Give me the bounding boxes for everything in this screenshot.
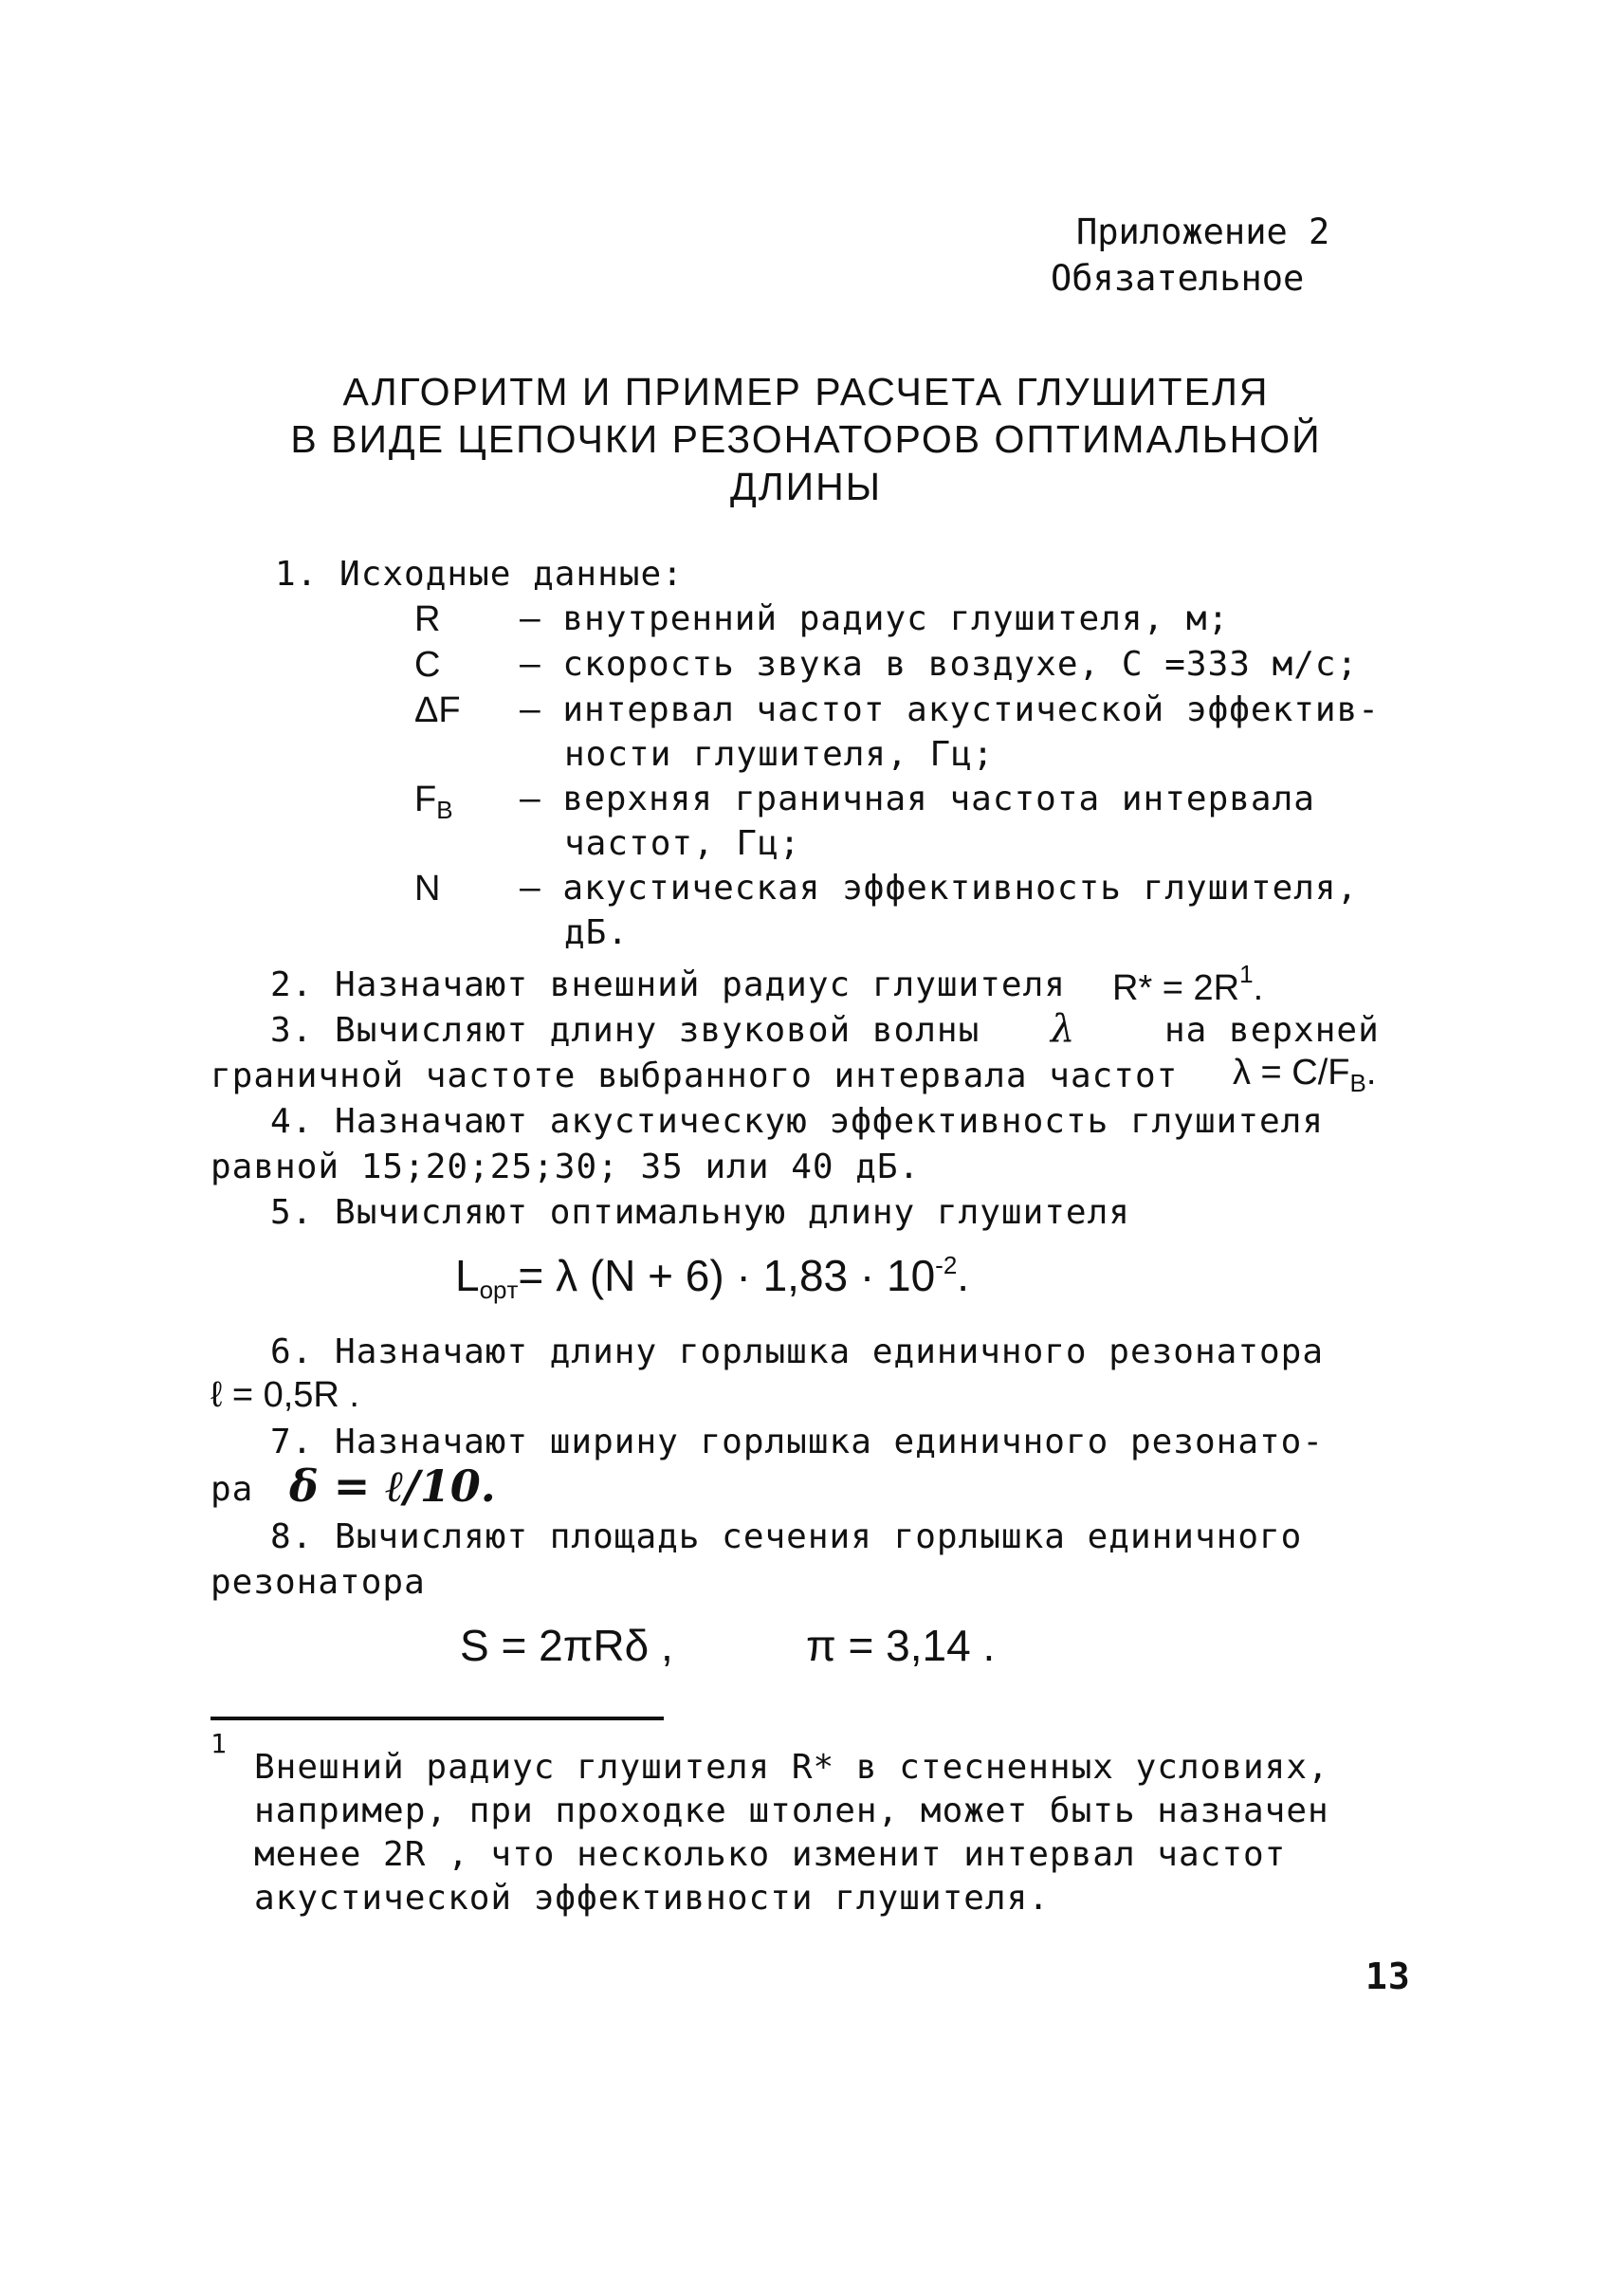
def-text-delta-f-cont: ности глушителя, Гц; (564, 735, 995, 774)
def-text-delta-f: – интервал частот акустической эффектив- (520, 690, 1380, 729)
step7-line-1: 7. Назначают ширину горлышка единичного резонато- (270, 1423, 1325, 1461)
step5-line-1: 5. Вычисляют оптимальную длину глушителя (270, 1193, 1130, 1232)
def-text-n-cont: дБ. (564, 913, 630, 952)
step8-line-1: 8. Вычисляют площадь сечения горлышка единичного (270, 1517, 1303, 1556)
def-symbol-r: R (414, 599, 441, 639)
footnote-mark: 1 (211, 1728, 228, 1759)
def-text-c: – скорость звука в воздухе, C =333 м/с; (520, 645, 1359, 684)
footnote-line-1: Внешний радиус глушителя R* в стесненных условиях, (254, 1748, 1329, 1787)
footnote-line-4: акустической эффективности глушителя. (254, 1879, 1050, 1918)
step6-line-1: 6. Назначают длину горлышка единичного резонатора (270, 1332, 1325, 1371)
step7-line-2: ра (211, 1470, 254, 1509)
footnote-divider (211, 1717, 664, 1720)
step5-formula: $L_{opт}= \lambda$ $(N + 6) \cdot 1,83 \cdot 10^{-2}$. (455, 1251, 970, 1304)
step6-formula: ℓ = 0,5R . (211, 1375, 359, 1415)
def-symbol-c: C (414, 645, 441, 685)
step2-text: 2. Назначают внешний радиус глушителя (270, 965, 1066, 1004)
step8-formula-pi: π = 3,14 . (806, 1621, 996, 1670)
def-text-fb-cont: частот, Гц; (564, 824, 801, 863)
step8-formula-area: S = 2πRδ , (460, 1621, 673, 1670)
appendix-label: Приложение 2 (1076, 211, 1330, 252)
step4-line-2: равной 15;20;25;30; 35 или 40 дБ. (211, 1148, 921, 1186)
step3-line-1: 3. Вычисляют длину звуковой волны (270, 1011, 980, 1050)
step3-formula: $\lambda = C/F_B$. (1233, 1053, 1377, 1097)
def-symbol-fb: $F_B$ (414, 780, 453, 824)
title-line-1: АЛГОРИТМ И ПРИМЕР РАСЧЕТА ГЛУШИТЕЛЯ (342, 370, 1270, 413)
step3-line-2: граничной частоте выбранного интервала частот (211, 1056, 1179, 1095)
def-text-r: – внутренний радиус глушителя, м; (520, 599, 1230, 638)
step2-formula: $R* = 2R^1$. (1112, 960, 1264, 1008)
page-number: 13 (1365, 1956, 1411, 1997)
def-text-n: – акустическая эффективность глушителя, (520, 869, 1359, 908)
appendix-status: Обязательное (1051, 258, 1305, 299)
step4-line-1: 4. Назначают акустическую эффективность глушителя (270, 1102, 1325, 1141)
step8-line-2: резонатора (211, 1563, 426, 1602)
title-line-2: В ВИДЕ ЦЕПОЧКИ РЕЗОНАТОРОВ ОПТИМАЛЬНОЙ (290, 417, 1322, 461)
def-symbol-n: N (414, 869, 441, 909)
def-symbol-delta-f: ΔF (414, 690, 461, 730)
def-text-fb: – верхняя граничная частота интервала (520, 780, 1315, 818)
step1-heading: 1. Исходные данные: (275, 555, 684, 594)
footnote-line-2: например, при проходке штолен, может быть назначен (254, 1791, 1329, 1830)
step3-line-1b: на верхней (1164, 1011, 1380, 1050)
title-line-3: ДЛИНЫ (729, 465, 883, 508)
step7-formula: δ = ℓ/10. (289, 1460, 496, 1512)
footnote-line-3: менее 2R , что несколько изменит интервал частот (254, 1835, 1287, 1874)
step3-lambda: λ (1051, 1007, 1075, 1051)
